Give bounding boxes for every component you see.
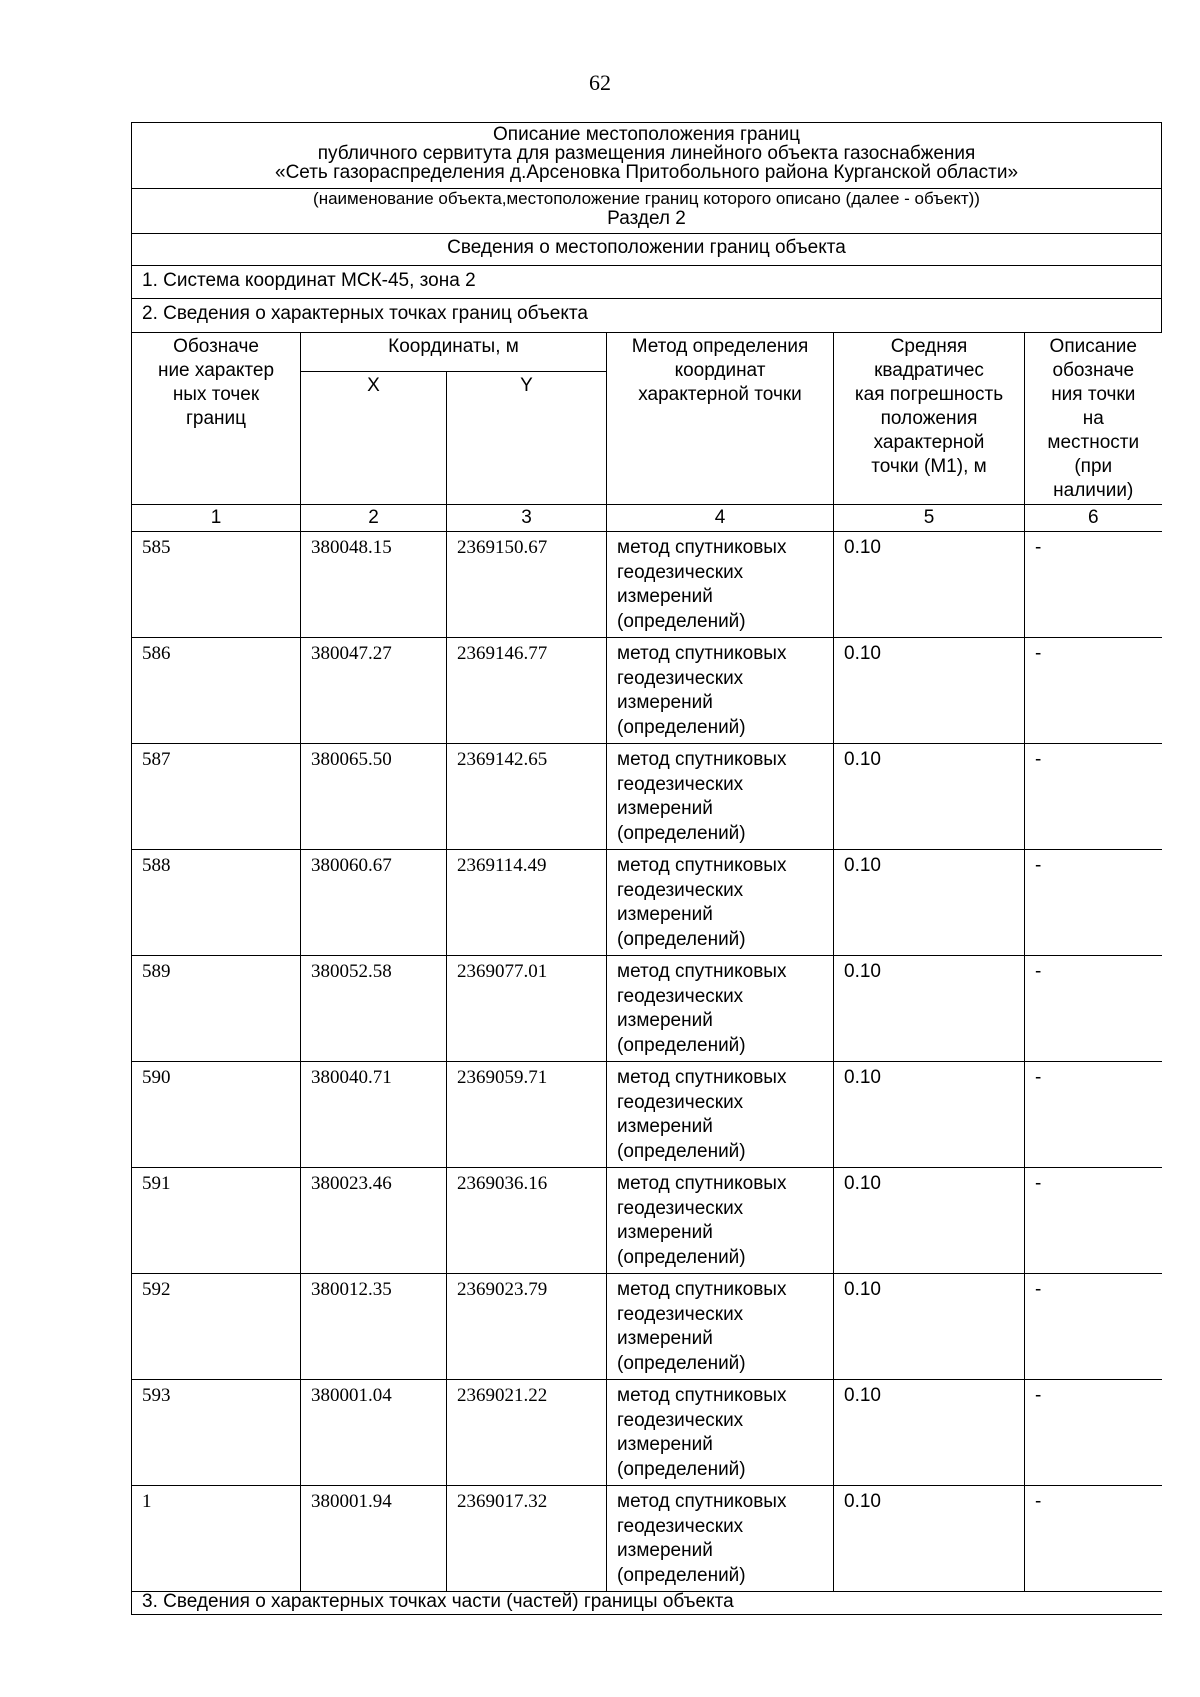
method-line: метод спутниковых — [617, 643, 787, 664]
method-line: (определений) — [617, 716, 746, 738]
description-value: - — [1025, 850, 1162, 956]
col-number: 5 — [834, 505, 1025, 532]
col-x-header: X — [301, 372, 447, 505]
section-heading-row — [132, 234, 1162, 266]
point-id: 593 — [132, 1380, 301, 1486]
method-line: измерений — [617, 1010, 713, 1031]
section-label: Раздел 2 — [607, 208, 686, 229]
y-coordinate: 2369036.16 — [447, 1168, 607, 1274]
table-row — [132, 744, 1162, 850]
col-number: 6 — [1025, 505, 1162, 532]
method-cell — [607, 744, 834, 850]
method-line: измерений — [617, 1328, 713, 1349]
column-numbers-row — [132, 505, 1162, 532]
x-coordinate: 380047.27 — [301, 638, 447, 744]
x-coordinate: 380040.71 — [301, 1062, 447, 1168]
method-cell — [607, 850, 834, 956]
method-line: (определений) — [617, 822, 746, 844]
col-method-header — [607, 333, 834, 505]
method-line: метод спутниковых — [617, 961, 787, 982]
accuracy-value: 0.10 — [834, 1486, 1025, 1592]
points-heading: 2. Сведения о характерных точках границ объекта — [132, 299, 1162, 333]
method-line: геодезических — [617, 1303, 744, 1325]
description-value: - — [1025, 1380, 1162, 1486]
method-cell — [607, 956, 834, 1062]
title-line-1: Описание местоположения границ — [493, 124, 800, 145]
header-line: координат — [674, 360, 766, 381]
description-value: - — [1025, 1486, 1162, 1592]
method-cell — [607, 638, 834, 744]
table-row — [132, 638, 1162, 744]
header-line: наличии) — [1053, 480, 1134, 501]
coord-system-row — [132, 266, 1162, 299]
col-description-header — [1025, 333, 1162, 505]
method-line: (определений) — [617, 610, 746, 632]
title-line-3: «Сеть газораспределения д.Арсеновка Притобольного района Курганской области» — [275, 162, 1019, 183]
y-coordinate: 2369017.32 — [447, 1486, 607, 1592]
boundary-table — [131, 122, 1162, 1615]
accuracy-value: 0.10 — [834, 744, 1025, 850]
table-row — [132, 850, 1162, 956]
method-line: (определений) — [617, 1034, 746, 1056]
table-row — [132, 532, 1162, 638]
accuracy-value: 0.10 — [834, 1380, 1025, 1486]
points-heading-row — [132, 299, 1162, 333]
x-coordinate: 380060.67 — [301, 850, 447, 956]
method-line: измерений — [617, 798, 713, 819]
method-cell — [607, 1486, 834, 1592]
title-line-2: публичного сервитута для размещения линейного объекта газоснабжения — [317, 143, 976, 164]
method-line: геодезических — [617, 879, 744, 901]
method-line: измерений — [617, 904, 713, 925]
parts-heading-row — [132, 1592, 1162, 1615]
method-line: геодезических — [617, 561, 744, 583]
header-line: Средняя — [890, 336, 968, 357]
description-value: - — [1025, 532, 1162, 638]
x-coordinate: 380052.58 — [301, 956, 447, 1062]
y-coordinate: 2369146.77 — [447, 638, 607, 744]
point-id: 592 — [132, 1274, 301, 1380]
accuracy-value: 0.10 — [834, 1062, 1025, 1168]
header-line: Описание — [1049, 336, 1137, 357]
title-row — [132, 123, 1162, 189]
header-line: на — [1082, 408, 1104, 429]
point-id: 590 — [132, 1062, 301, 1168]
point-id: 587 — [132, 744, 301, 850]
y-coordinate: 2369023.79 — [447, 1274, 607, 1380]
method-line: метод спутниковых — [617, 855, 787, 876]
header-line: характерной точки — [638, 384, 802, 405]
header-line: характерной — [873, 432, 985, 453]
col-designation-header — [132, 333, 301, 505]
method-cell — [607, 1380, 834, 1486]
method-line: (определений) — [617, 928, 746, 950]
method-line: метод спутниковых — [617, 1491, 787, 1512]
y-coordinate: 2369114.49 — [447, 850, 607, 956]
method-line: измерений — [617, 586, 713, 607]
point-id: 586 — [132, 638, 301, 744]
section-heading: Сведения о местоположении границ объекта — [132, 234, 1162, 266]
parts-heading: 3. Сведения о характерных точках части (частей) границы объекта — [132, 1592, 1162, 1615]
col-coords-header: Координаты, м — [301, 333, 607, 372]
method-line: измерений — [617, 1222, 713, 1243]
method-cell — [607, 532, 834, 638]
method-line: метод спутниковых — [617, 1067, 787, 1088]
y-coordinate: 2369077.01 — [447, 956, 607, 1062]
method-line: (определений) — [617, 1140, 746, 1162]
accuracy-value: 0.10 — [834, 956, 1025, 1062]
method-cell — [607, 1168, 834, 1274]
method-line: геодезических — [617, 1409, 744, 1431]
accuracy-value: 0.10 — [834, 532, 1025, 638]
method-line: метод спутниковых — [617, 1279, 787, 1300]
object-note-row — [132, 189, 1162, 234]
method-line: геодезических — [617, 1091, 744, 1113]
table-row — [132, 1486, 1162, 1592]
y-coordinate: 2369021.22 — [447, 1380, 607, 1486]
method-line: (определений) — [617, 1458, 746, 1480]
method-line: геодезических — [617, 1197, 744, 1219]
method-line: метод спутниковых — [617, 749, 787, 770]
header-line: местности — [1047, 432, 1140, 453]
method-line: метод спутниковых — [617, 537, 787, 558]
header-line: Обозначе — [173, 336, 259, 357]
point-id: 585 — [132, 532, 301, 638]
method-line: (определений) — [617, 1352, 746, 1374]
description-value: - — [1025, 1168, 1162, 1274]
col-accuracy-header — [834, 333, 1025, 505]
method-line: измерений — [617, 1116, 713, 1137]
col-number: 3 — [447, 505, 607, 532]
header-line: ние характер — [157, 360, 275, 381]
coord-system: 1. Система координат МСК-45, зона 2 — [132, 266, 1162, 299]
header-line: обозначе — [1052, 360, 1135, 381]
x-coordinate: 380012.35 — [301, 1274, 447, 1380]
table-row — [132, 1274, 1162, 1380]
x-coordinate: 380001.94 — [301, 1486, 447, 1592]
accuracy-value: 0.10 — [834, 1168, 1025, 1274]
column-header-row — [132, 333, 1162, 372]
table-row — [132, 956, 1162, 1062]
method-line: метод спутниковых — [617, 1385, 787, 1406]
header-line: границ — [185, 408, 247, 429]
method-line: измерений — [617, 1540, 713, 1561]
y-coordinate: 2369142.65 — [447, 744, 607, 850]
point-id: 591 — [132, 1168, 301, 1274]
method-line: измерений — [617, 692, 713, 713]
description-value: - — [1025, 1062, 1162, 1168]
object-note: (наименование объекта,местоположение границ которого описано (далее - объект)) — [313, 189, 980, 208]
col-number: 4 — [607, 505, 834, 532]
page-number: 62 — [589, 70, 611, 95]
x-coordinate: 380023.46 — [301, 1168, 447, 1274]
accuracy-value: 0.10 — [834, 1274, 1025, 1380]
point-id: 589 — [132, 956, 301, 1062]
y-coordinate: 2369059.71 — [447, 1062, 607, 1168]
table-row — [132, 1380, 1162, 1486]
description-value: - — [1025, 638, 1162, 744]
accuracy-value: 0.10 — [834, 638, 1025, 744]
method-line: (определений) — [617, 1246, 746, 1268]
x-coordinate: 380001.04 — [301, 1380, 447, 1486]
description-value: - — [1025, 1274, 1162, 1380]
method-line: (определений) — [617, 1564, 746, 1586]
header-line: ных точек — [172, 384, 260, 405]
header-line: точки (M1), м — [871, 456, 987, 477]
x-coordinate: 380065.50 — [301, 744, 447, 850]
point-id: 588 — [132, 850, 301, 956]
header-line: кая погрешность — [854, 384, 1004, 405]
x-coordinate: 380048.15 — [301, 532, 447, 638]
method-cell — [607, 1274, 834, 1380]
point-id: 1 — [132, 1486, 301, 1592]
header-line: квадратичес — [874, 360, 984, 381]
method-line: геодезических — [617, 985, 744, 1007]
accuracy-value: 0.10 — [834, 850, 1025, 956]
header-line: Метод определения — [631, 336, 809, 357]
header-line: ния точки — [1051, 384, 1136, 405]
method-line: геодезических — [617, 1515, 744, 1537]
y-coordinate: 2369150.67 — [447, 532, 607, 638]
header-line: (при — [1074, 456, 1113, 477]
description-value: - — [1025, 956, 1162, 1062]
table-row — [132, 1168, 1162, 1274]
method-line: измерений — [617, 1434, 713, 1455]
col-number: 1 — [132, 505, 301, 532]
description-value: - — [1025, 744, 1162, 850]
method-line: геодезических — [617, 667, 744, 689]
col-number: 2 — [301, 505, 447, 532]
table-row — [132, 1062, 1162, 1168]
header-line: положения — [880, 408, 978, 429]
method-line: метод спутниковых — [617, 1173, 787, 1194]
col-y-header: Y — [447, 372, 607, 505]
method-line: геодезических — [617, 773, 744, 795]
method-cell — [607, 1062, 834, 1168]
